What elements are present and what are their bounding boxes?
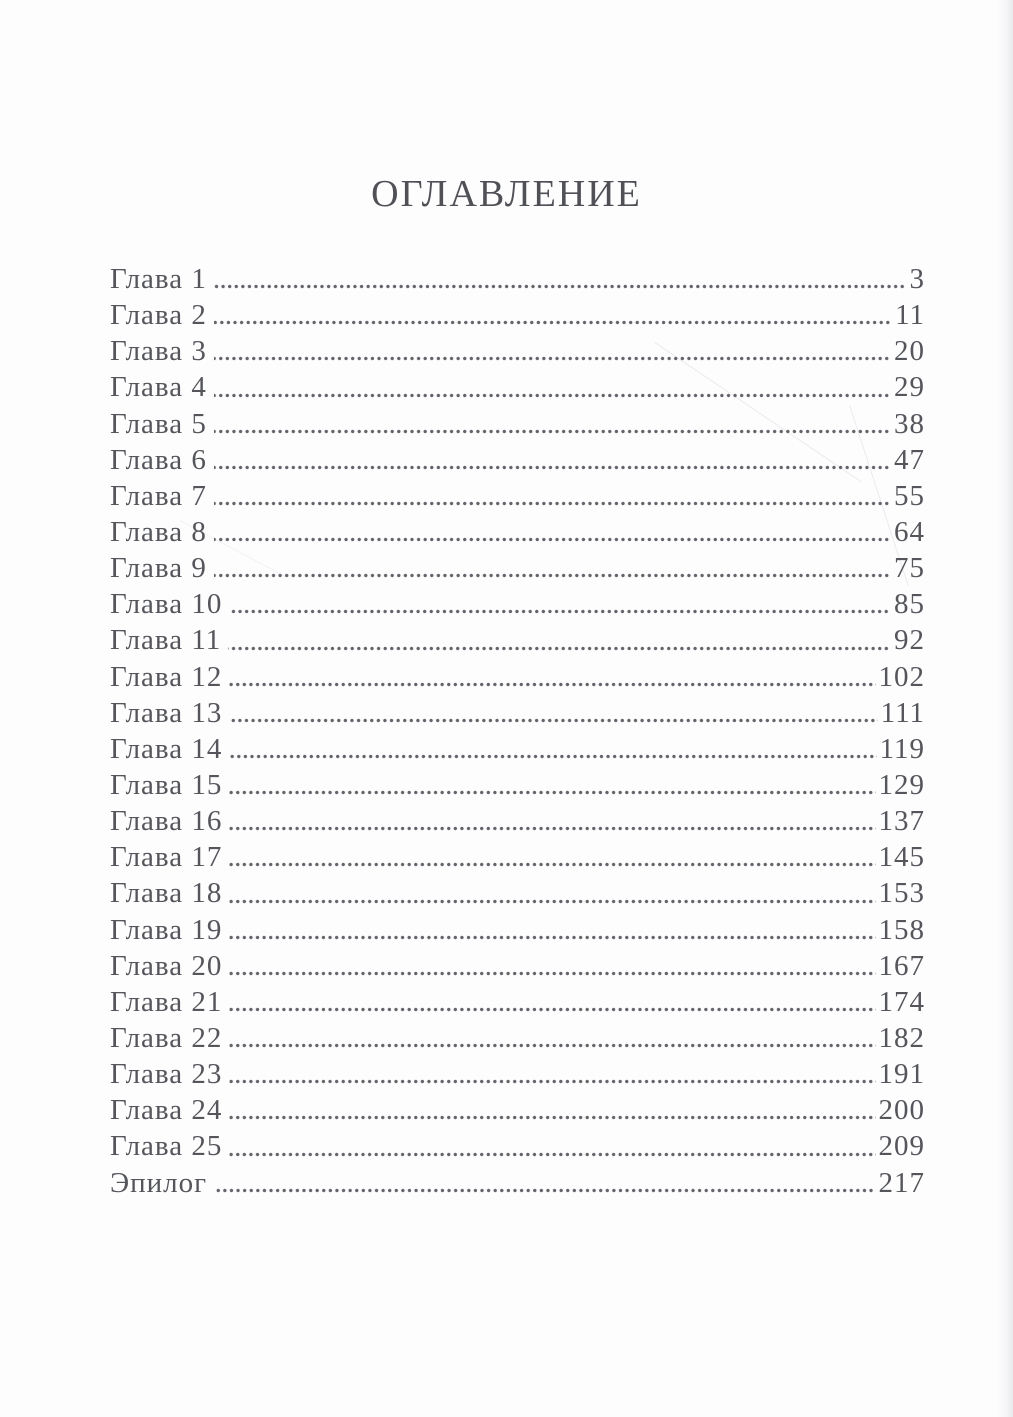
toc-entry-label: Глава 8: [110, 515, 207, 548]
toc-entry-page-number: 85: [894, 588, 925, 621]
toc-entry-page-number: 92: [894, 624, 925, 657]
toc-dot-leader: [229, 1056, 875, 1092]
toc-dot-leader: [214, 442, 891, 478]
page-title: ОГЛАВЛЕНИЕ: [371, 173, 642, 215]
toc-entry-page-number: 38: [894, 407, 925, 440]
toc-entry-page-number: 64: [894, 515, 925, 548]
toc-entry-label: Глава 24: [110, 1094, 223, 1127]
toc-entry-page-number: 158: [878, 913, 925, 946]
toc-dot-leader: [214, 514, 891, 550]
toc-dot-leader: [229, 1128, 875, 1164]
toc-entry-page-number: 119: [879, 732, 925, 765]
toc-entry-page-number: 209: [878, 1130, 925, 1163]
toc-entry: [110, 333, 925, 369]
toc-entry: [110, 984, 925, 1020]
toc-entry-label: Глава 20: [110, 949, 223, 982]
toc-entry: [110, 1165, 925, 1201]
toc-entry-label: Глава 2: [110, 299, 207, 332]
toc-entry-page-number: 102: [878, 660, 925, 693]
toc-entry: [110, 442, 925, 478]
toc-dot-leader: [229, 586, 891, 622]
toc-entry: [110, 478, 925, 514]
toc-entry-page-number: 153: [878, 877, 925, 910]
toc-entry-page-number: 75: [894, 552, 925, 585]
toc-dot-leader: [214, 406, 891, 442]
toc-entry: [110, 948, 925, 984]
toc-entry-label: Глава 5: [110, 407, 207, 440]
toc-dot-leader: [229, 803, 875, 839]
toc-dot-leader: [229, 912, 875, 948]
toc-dot-leader: [229, 1092, 875, 1128]
toc-entry-label: Эпилог: [110, 1166, 208, 1199]
toc-entry-label: Глава 16: [110, 805, 223, 838]
toc-entry-label: Глава 1: [110, 263, 207, 295]
toc-entry: [110, 586, 925, 622]
toc-entry-page-number: 200: [878, 1094, 925, 1127]
toc-entry: [110, 297, 925, 333]
toc-entry: [110, 261, 925, 297]
toc-dot-leader: [229, 659, 875, 695]
toc-dot-leader: [214, 478, 891, 514]
toc-entry: [110, 695, 925, 731]
toc-entry: [110, 1128, 925, 1164]
toc-entry-page-number: 11: [895, 299, 925, 332]
toc-entry-page-number: 137: [878, 805, 925, 838]
toc-entry-page-number: 145: [878, 841, 925, 874]
toc-entry: [110, 550, 925, 586]
toc-entry-label: Глава 6: [110, 443, 207, 476]
toc-entry-label: Глава 7: [110, 479, 207, 512]
toc-entry-page-number: 111: [880, 696, 925, 729]
toc-dot-leader: [229, 731, 876, 767]
toc-entry: [110, 1056, 925, 1092]
toc-entry-label: Глава 17: [110, 841, 223, 874]
toc-entry-page-number: 20: [894, 335, 925, 368]
toc-entry: [110, 1092, 925, 1128]
toc-dot-leader: [214, 297, 892, 333]
toc-dot-leader: [229, 984, 875, 1020]
toc-dot-leader: [214, 333, 891, 369]
toc-entry: [110, 912, 925, 948]
toc-dot-leader: [229, 695, 877, 731]
toc-entry-label: Глава 14: [110, 732, 223, 765]
toc-dot-leader: [229, 1020, 875, 1056]
toc-list: [110, 261, 925, 1201]
toc-entry-page-number: 129: [878, 768, 925, 801]
toc-dot-leader: [214, 369, 891, 405]
toc-dot-leader: [214, 550, 891, 586]
toc-entry: [110, 514, 925, 550]
toc-entry: [110, 659, 925, 695]
toc-entry-label: Глава 23: [110, 1058, 223, 1091]
toc-entry-page-number: 182: [878, 1021, 925, 1054]
toc-entry-label: Глава 11: [110, 624, 222, 657]
toc-entry-label: Глава 25: [110, 1130, 223, 1163]
toc-entry-page-number: 55: [894, 479, 925, 512]
toc-entry: [110, 406, 925, 442]
toc-entry: [110, 369, 925, 405]
toc-entry-page-number: 191: [878, 1058, 925, 1091]
toc-dot-leader: [229, 839, 875, 875]
toc-entry-page-number: 29: [894, 371, 925, 404]
toc-entry-page-number: 167: [878, 949, 925, 982]
toc-dot-leader: [229, 875, 875, 911]
toc-dot-leader: [229, 767, 875, 803]
toc-entry-label: Глава 18: [110, 877, 223, 910]
toc-entry: [110, 803, 925, 839]
toc-entry: [110, 839, 925, 875]
toc-entry: [110, 875, 925, 911]
toc-entry-label: Глава 9: [110, 552, 207, 585]
toc-dot-leader: [214, 261, 907, 297]
toc-entry-label: Глава 12: [110, 660, 223, 693]
toc-entry: [110, 731, 925, 767]
toc-entry-label: Глава 21: [110, 985, 223, 1018]
toc-entry-page-number: 217: [878, 1166, 925, 1199]
toc-dot-leader: [214, 1165, 875, 1201]
toc-entry-label: Глава 13: [110, 696, 223, 729]
toc-entry-label: Глава 4: [110, 371, 207, 404]
toc-entry-page-number: 174: [878, 985, 925, 1018]
toc-entry-page-number: 3: [909, 263, 925, 295]
toc-entry-label: Глава 15: [110, 768, 223, 801]
toc-entry: [110, 767, 925, 803]
toc-dot-leader: [229, 948, 875, 984]
toc-entry-page-number: 47: [894, 443, 925, 476]
toc-entry-label: Глава 22: [110, 1021, 223, 1054]
toc-entry-label: Глава 3: [110, 335, 207, 368]
toc-entry: [110, 1020, 925, 1056]
toc-entry: [110, 622, 925, 658]
toc-entry-label: Глава 19: [110, 913, 223, 946]
toc-dot-leader: [228, 622, 891, 658]
toc-entry-label: Глава 10: [110, 588, 223, 621]
